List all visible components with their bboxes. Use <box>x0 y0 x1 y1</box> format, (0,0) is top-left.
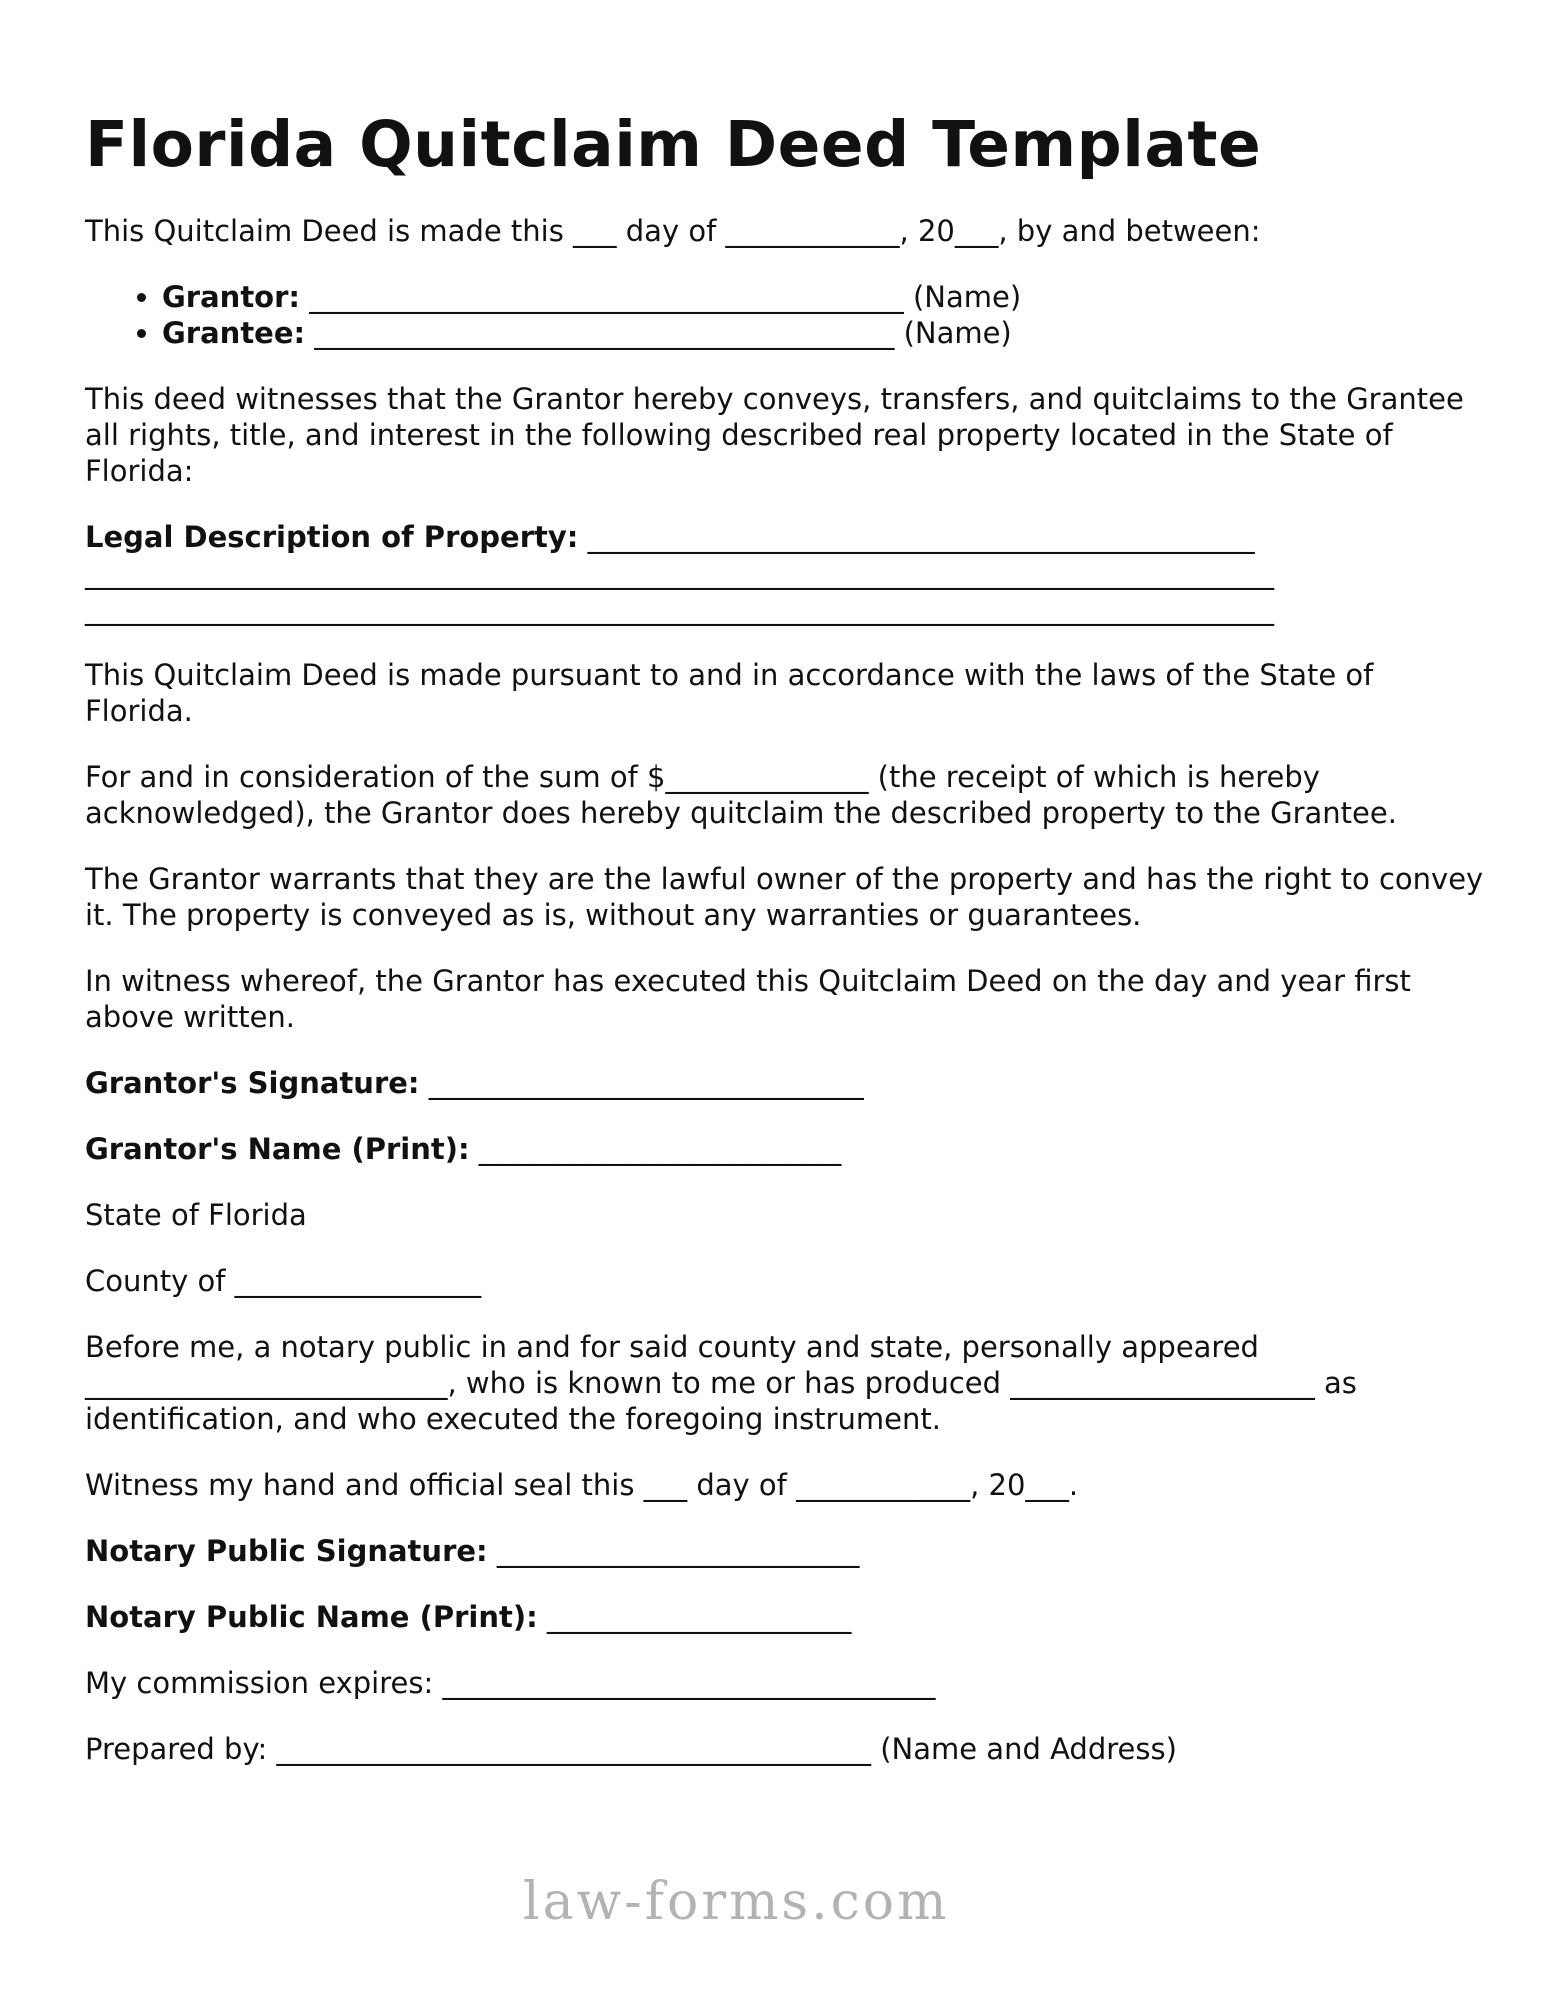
grantor-name-label: Grantor's Name (Print): <box>85 1132 470 1166</box>
legal-description <box>85 519 1485 627</box>
consideration-paragraph: For and in consideration of the sum of $______________ (the receipt of which is hereby acknowledged), the Grantor does hereby quitclaim the described property to the Grantee. <box>85 760 1397 830</box>
legal-description-label: Legal Description of Property: <box>85 520 579 554</box>
grantee-blank: ________________________________________ <box>305 316 904 350</box>
prepared-by-line <box>85 1731 1485 1767</box>
prepared-by-label: Prepared by: <box>85 1732 268 1766</box>
parties-list <box>85 279 1485 351</box>
notary-paragraph: Before me, a notary public in and for said county and state, personally appeared _________________________, who is known to me or has produced _____________________ as identification, and who executed the foregoing instrument. <box>85 1330 1357 1436</box>
legal-description-line-2: __________________________________________________________________________________ <box>85 556 1274 590</box>
grantor-name-line <box>85 1131 1485 1167</box>
grantor-name-blank: _________________________ <box>469 1132 842 1166</box>
notary-name-label: Notary Public Name (Print): <box>85 1600 538 1634</box>
commission-line: My commission expires: __________________________________ <box>85 1666 936 1700</box>
notary-signature-label: Notary Public Signature: <box>85 1534 488 1568</box>
intro-paragraph: This Quitclaim Deed is made this ___ day of ____________, 20___, by and between: <box>85 214 1261 248</box>
document-page <box>85 105 1485 1797</box>
grantee-label: Grantee: <box>162 316 306 350</box>
legal-description-line-1: ______________________________________________ <box>578 520 1255 554</box>
notary-name-blank: _____________________ <box>537 1600 852 1634</box>
witness-seal-line: Witness my hand and official seal this ___ day of ____________, 20___. <box>85 1468 1079 1502</box>
grantor-label: Grantor: <box>162 280 301 314</box>
grantor-blank: _________________________________________ <box>300 280 913 314</box>
grantor-suffix: (Name) <box>912 280 1022 314</box>
notary-signature-line <box>85 1533 1485 1569</box>
grantee-item <box>162 315 1485 351</box>
watermark: law-forms.com <box>523 1872 950 1932</box>
grantor-signature-label: Grantor's Signature: <box>85 1066 420 1100</box>
grantor-item <box>162 279 1485 315</box>
document-title: Florida Quitclaim Deed Template <box>85 108 1262 181</box>
county-line: County of _________________ <box>85 1264 482 1298</box>
legal-description-line-3: __________________________________________________________________________________ <box>85 592 1274 626</box>
prepared-by-blank: _________________________________________ <box>267 1732 881 1766</box>
prepared-by-suffix: (Name and Address) <box>880 1732 1177 1766</box>
in-witness-paragraph: In witness whereof, the Grantor has executed this Quitclaim Deed on the day and year first above written. <box>85 964 1411 1034</box>
pursuant-paragraph: This Quitclaim Deed is made pursuant to and in accordance with the laws of the State of Florida. <box>85 658 1374 728</box>
grantor-signature-blank: ______________________________ <box>419 1066 864 1100</box>
witnesses-paragraph: This deed witnesses that the Grantor hereby conveys, transfers, and quitclaims to the Grantee all rights, title, and interest in the following described real property located in the State of Florida: <box>85 382 1464 488</box>
notary-signature-blank: _________________________ <box>487 1534 860 1568</box>
grantor-signature-line <box>85 1065 1485 1101</box>
notary-name-line <box>85 1599 1485 1635</box>
grantee-suffix: (Name) <box>903 316 1012 350</box>
state-line: State of Florida <box>85 1198 307 1232</box>
warranty-paragraph: The Grantor warrants that they are the lawful owner of the property and has the right to convey it. The property is conveyed as is, without any warranties or guarantees. <box>85 862 1484 932</box>
